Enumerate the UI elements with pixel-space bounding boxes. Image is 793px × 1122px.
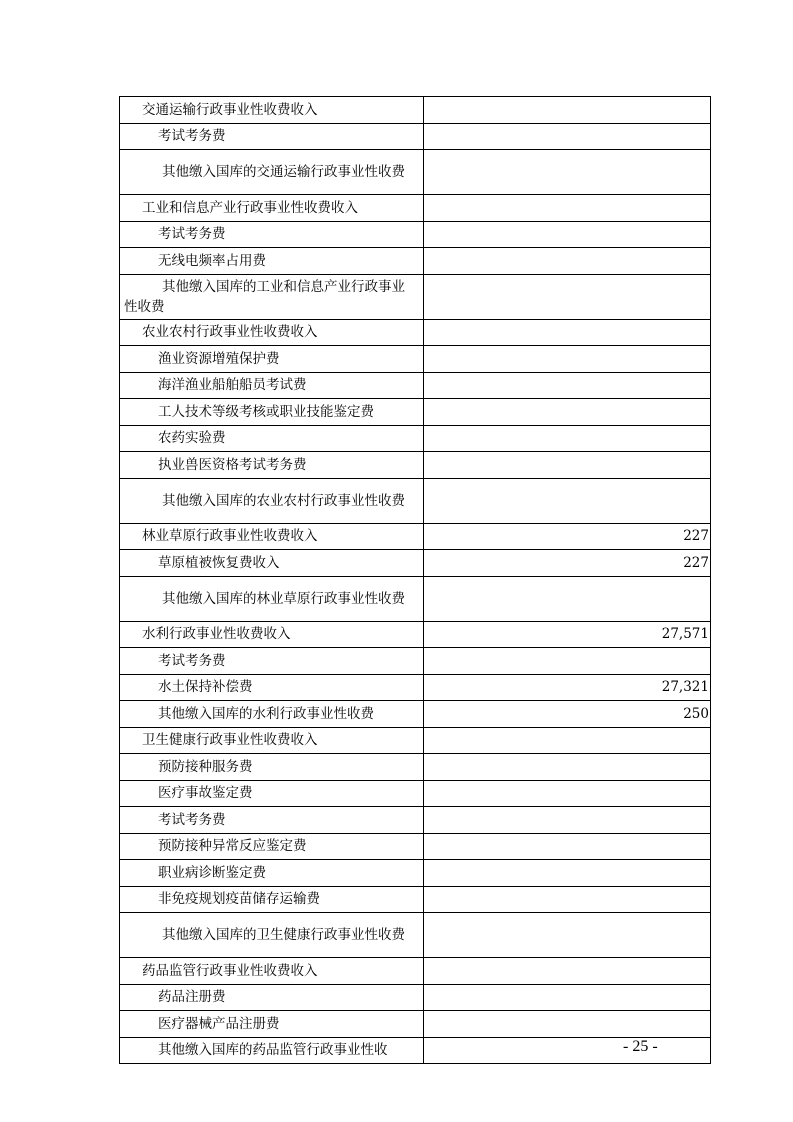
item-name-cell: 水利行政事业性收费收入: [120, 621, 424, 648]
item-name-cell: 卫生健康行政事业性收费收入: [120, 727, 424, 754]
amount-cell: [424, 478, 711, 523]
table-row: [120, 886, 711, 913]
item-name-cell: 执业兽医资格考试考务费: [120, 452, 424, 479]
table-row: [120, 372, 711, 399]
amount-cell: 27,321: [424, 674, 711, 701]
table-row: [120, 399, 711, 426]
item-name-cell: 考试考务费: [120, 807, 424, 834]
amount-cell: [424, 221, 711, 248]
item-name-cell: 草原植被恢复费收入: [120, 550, 424, 577]
item-name-cell: 工人技术等级考核或职业技能鉴定费: [120, 399, 424, 426]
amount-cell: [424, 754, 711, 781]
amount-cell: [424, 860, 711, 887]
amount-cell: [424, 150, 711, 195]
table-row: [120, 1037, 711, 1064]
table-row: [120, 1011, 711, 1038]
table-row: [120, 195, 711, 222]
table-row: [120, 576, 711, 621]
item-name-cell: 林业草原行政事业性收费收入: [120, 523, 424, 550]
table-row: [120, 913, 711, 958]
item-name-cell: 预防接种服务费: [120, 754, 424, 781]
amount-cell: [424, 123, 711, 150]
item-name-cell: 其他缴入国库的林业草原行政事业性收费: [120, 576, 424, 621]
amount-cell: [424, 576, 711, 621]
amount-cell: [424, 913, 711, 958]
amount-cell: [424, 648, 711, 675]
table-body: [120, 97, 711, 1064]
amount-cell: [424, 886, 711, 913]
item-name-cell: 其他缴入国库的卫生健康行政事业性收费: [120, 913, 424, 958]
item-name-cell: 水土保持补偿费: [120, 674, 424, 701]
amount-cell: [424, 97, 711, 124]
amount-cell: 250: [424, 701, 711, 728]
table-row: [120, 274, 711, 319]
table-row: [120, 123, 711, 150]
item-name-cell: 其他缴入国库的农业农村行政事业性收费: [120, 478, 424, 523]
item-name-cell: 药品注册费: [120, 984, 424, 1011]
item-name-cell: 其他缴入国库的工业和信息产业行政事业性收费: [120, 274, 424, 319]
amount-cell: [424, 346, 711, 373]
amount-cell: [424, 1037, 711, 1064]
table-row: [120, 958, 711, 985]
table-row: [120, 478, 711, 523]
item-name-cell: 考试考务费: [120, 123, 424, 150]
table-row: [120, 860, 711, 887]
item-name-cell: 海洋渔业船舶船员考试费: [120, 372, 424, 399]
amount-cell: [424, 452, 711, 479]
table-row: [120, 780, 711, 807]
table-row: [120, 425, 711, 452]
amount-cell: [424, 372, 711, 399]
page-number: - 25 -: [623, 1038, 658, 1055]
table-row: [120, 621, 711, 648]
amount-cell: [424, 984, 711, 1011]
item-name-cell: 工业和信息产业行政事业性收费收入: [120, 195, 424, 222]
table-row: [120, 701, 711, 728]
item-name-cell: 医疗器械产品注册费: [120, 1011, 424, 1038]
table-row: [120, 833, 711, 860]
table-row: [120, 754, 711, 781]
table-row: [120, 984, 711, 1011]
amount-cell: [424, 958, 711, 985]
item-name-cell: 农业农村行政事业性收费收入: [120, 319, 424, 346]
table-row: [120, 648, 711, 675]
amount-cell: 227: [424, 523, 711, 550]
item-name-cell: 职业病诊断鉴定费: [120, 860, 424, 887]
table-row: [120, 97, 711, 124]
revenue-table: [119, 96, 711, 1064]
amount-cell: 27,571: [424, 621, 711, 648]
amount-cell: [424, 425, 711, 452]
item-name-cell: 渔业资源增殖保护费: [120, 346, 424, 373]
item-name-cell: 药品监管行政事业性收费收入: [120, 958, 424, 985]
item-name-cell: 非免疫规划疫苗储存运输费: [120, 886, 424, 913]
item-name-cell: 其他缴入国库的交通运输行政事业性收费: [120, 150, 424, 195]
amount-cell: [424, 780, 711, 807]
table-row: [120, 346, 711, 373]
item-name-cell: 考试考务费: [120, 221, 424, 248]
amount-cell: [424, 399, 711, 426]
table-row: [120, 319, 711, 346]
table-row: [120, 221, 711, 248]
item-name-cell: 农药实验费: [120, 425, 424, 452]
amount-cell: [424, 833, 711, 860]
amount-cell: [424, 319, 711, 346]
table-row: [120, 452, 711, 479]
table-row: [120, 248, 711, 275]
amount-cell: [424, 274, 711, 319]
item-name-cell: 无线电频率占用费: [120, 248, 424, 275]
item-name-cell: 考试考务费: [120, 648, 424, 675]
table-row: [120, 150, 711, 195]
item-name-cell: 其他缴入国库的药品监管行政事业性收: [120, 1037, 424, 1064]
table-row: [120, 523, 711, 550]
amount-cell: [424, 1011, 711, 1038]
amount-cell: 227: [424, 550, 711, 577]
amount-cell: [424, 195, 711, 222]
item-name-cell: 预防接种异常反应鉴定费: [120, 833, 424, 860]
item-name-cell: 交通运输行政事业性收费收入: [120, 97, 424, 124]
amount-cell: [424, 727, 711, 754]
amount-cell: [424, 807, 711, 834]
table-row: [120, 550, 711, 577]
item-name-cell: 其他缴入国库的水利行政事业性收费: [120, 701, 424, 728]
item-name-cell: 医疗事故鉴定费: [120, 780, 424, 807]
amount-cell: [424, 248, 711, 275]
table-row: [120, 674, 711, 701]
table-row: [120, 727, 711, 754]
table-row: [120, 807, 711, 834]
